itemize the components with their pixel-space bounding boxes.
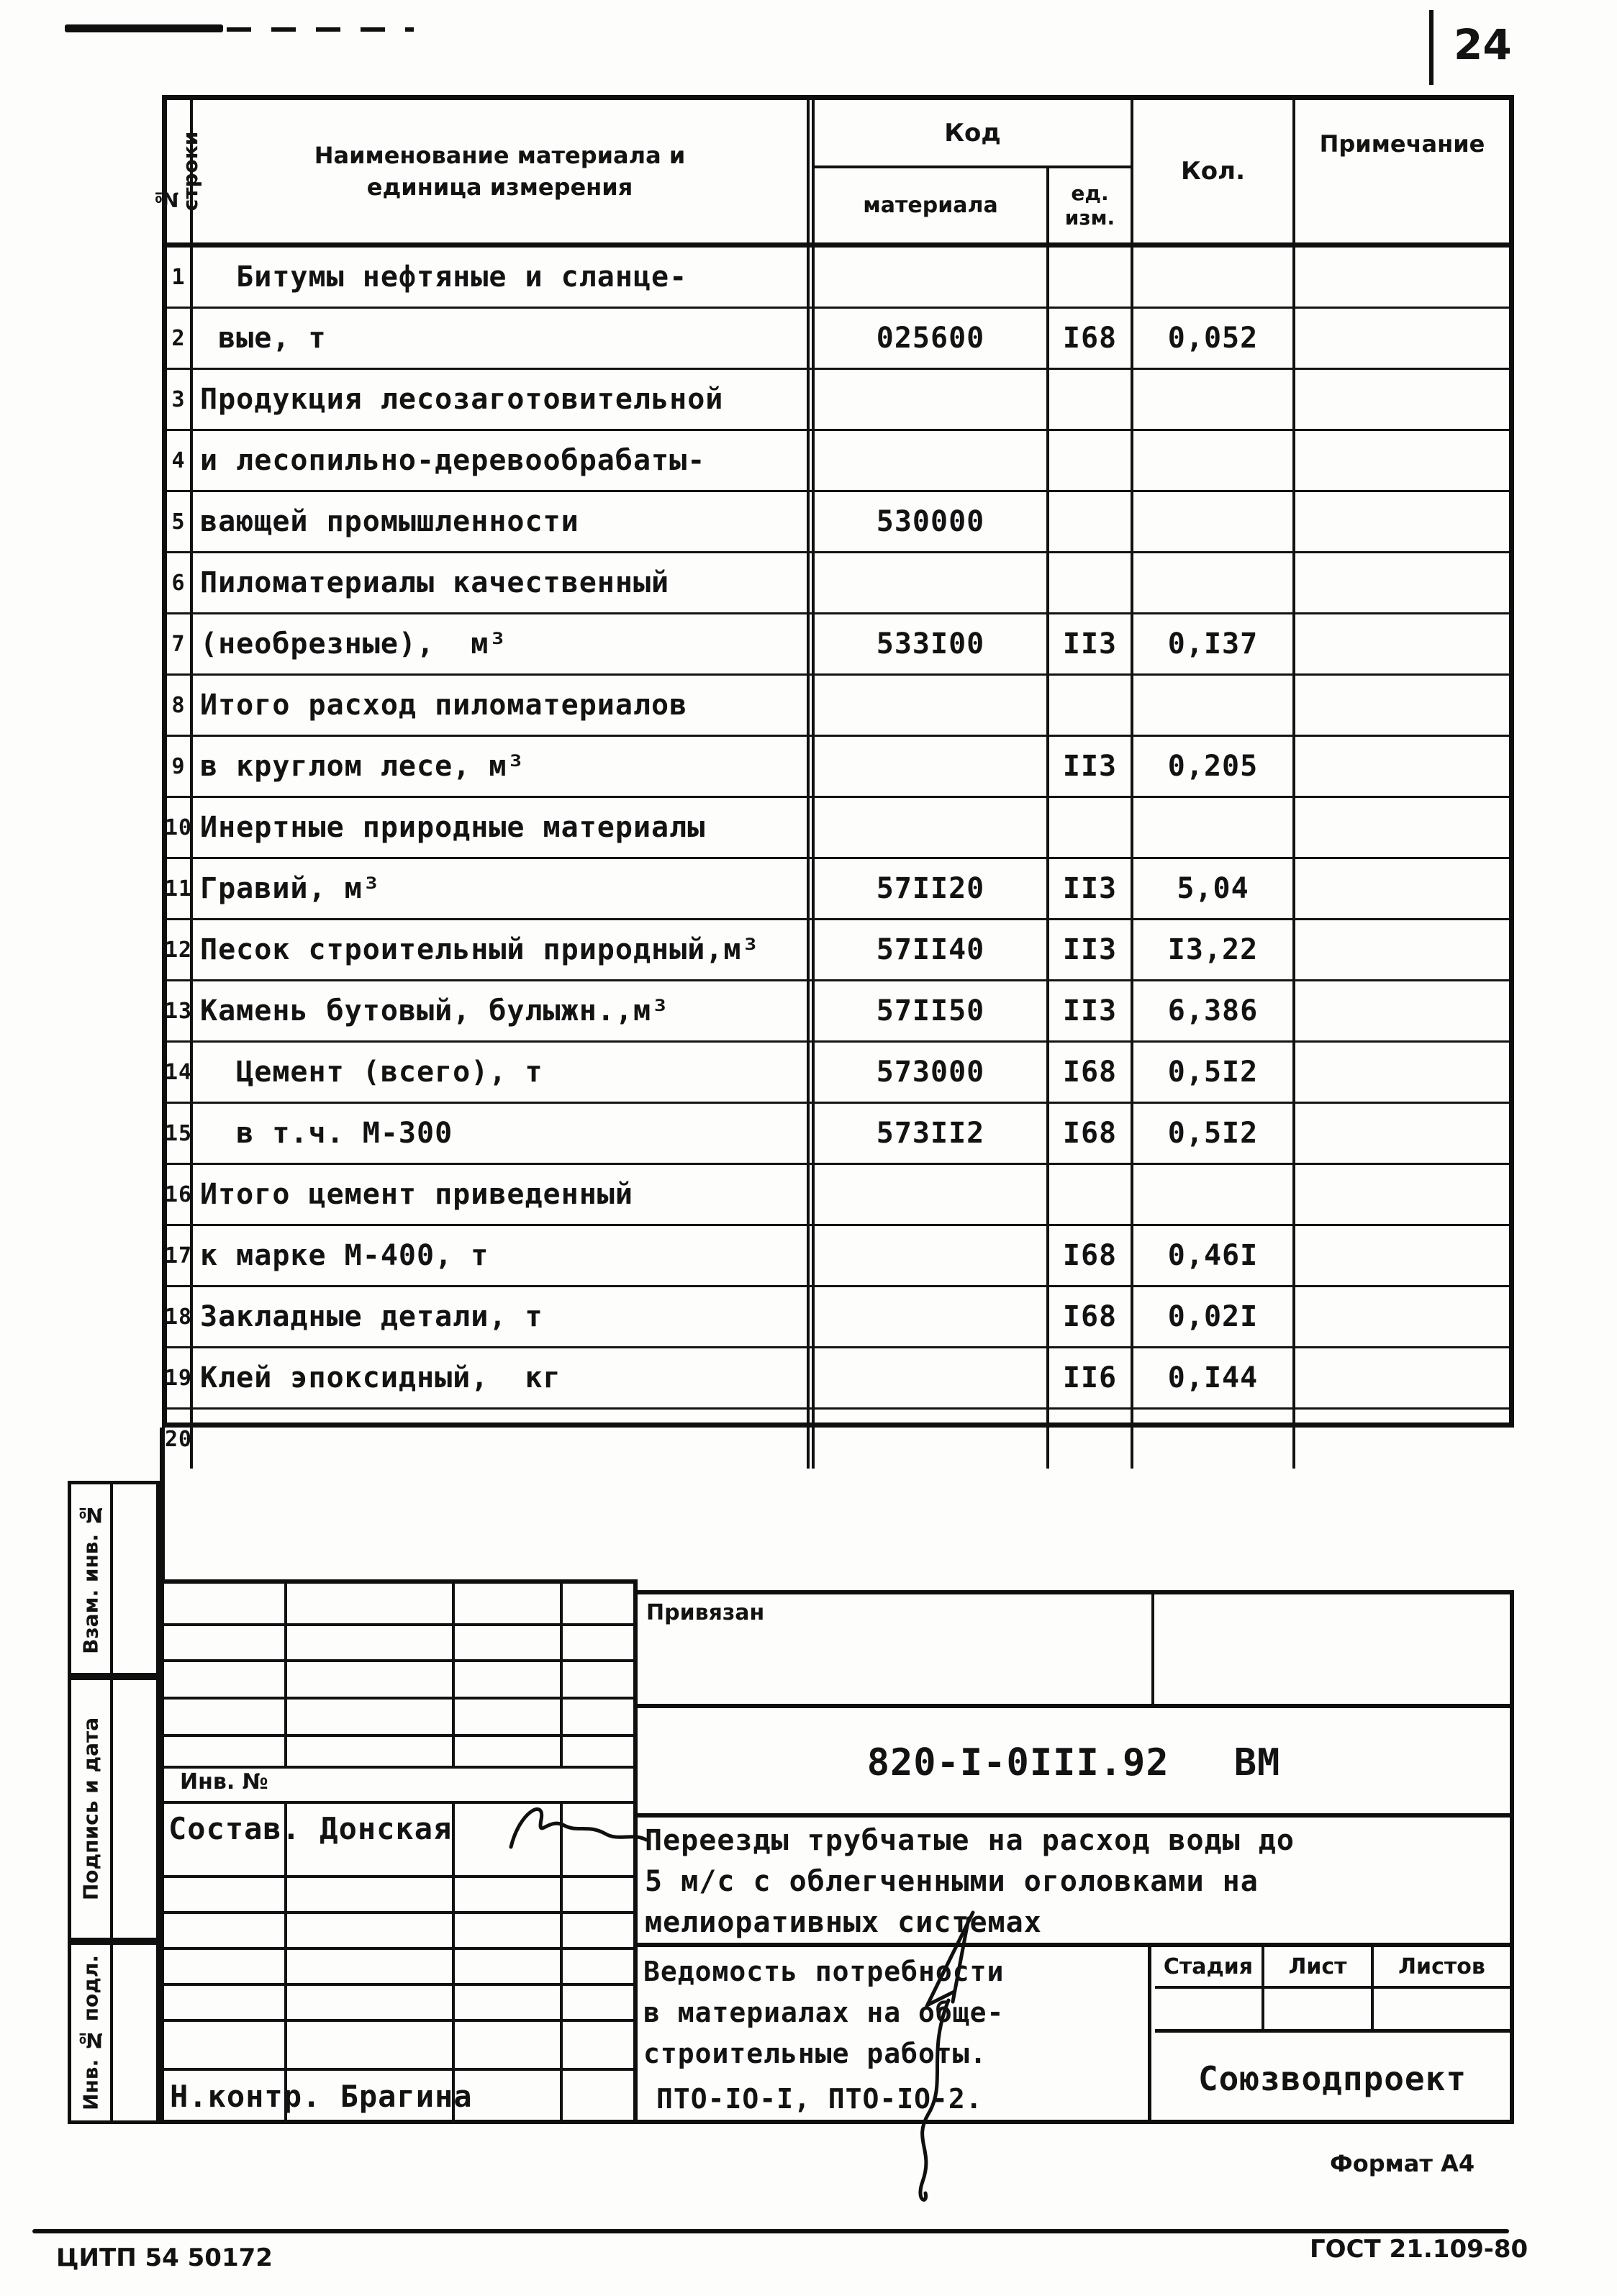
material-code bbox=[815, 737, 1049, 796]
quantity bbox=[1133, 553, 1295, 612]
table-row bbox=[164, 920, 1509, 981]
note-cell bbox=[1295, 553, 1509, 612]
sheet-label: Лист bbox=[1264, 1947, 1374, 1986]
grid-hline bbox=[164, 1911, 633, 1914]
stage-label: Стадия bbox=[1155, 1947, 1264, 1986]
left-border-segment bbox=[160, 1428, 165, 1580]
unit-code bbox=[1049, 248, 1133, 307]
header-quantity: Кол. bbox=[1133, 100, 1295, 242]
unit-code bbox=[1049, 1165, 1133, 1224]
table-row bbox=[164, 798, 1509, 859]
quantity: 0,I37 bbox=[1133, 614, 1295, 673]
material-name: Итого расход пиломатериалов bbox=[193, 676, 815, 735]
quantity bbox=[1133, 370, 1295, 429]
side-label-cell bbox=[71, 1680, 113, 1938]
row-number: 17 bbox=[167, 1226, 193, 1285]
table-row bbox=[167, 492, 1509, 553]
inv-no-label: Инв. № bbox=[180, 1769, 268, 1794]
unit-code: I68 bbox=[1049, 309, 1133, 368]
quantity bbox=[1133, 1410, 1295, 1469]
row-number: 18 bbox=[167, 1287, 193, 1346]
side-label-podpis-data: Подпись и дата bbox=[78, 1717, 103, 1901]
table-row bbox=[167, 553, 1509, 614]
side-label-cell bbox=[71, 1945, 113, 2120]
note-cell bbox=[1295, 676, 1509, 735]
table-row bbox=[164, 1287, 1509, 1348]
row-number: 12 bbox=[167, 920, 193, 979]
table-row bbox=[167, 431, 1509, 492]
material-name: Инертные природные материалы bbox=[193, 798, 815, 857]
grid-vline bbox=[560, 1584, 563, 1766]
material-code bbox=[815, 1410, 1049, 1469]
material-name: Пиломатериалы качественный bbox=[193, 553, 815, 612]
document-title-line: ПТО-IO-I, ПТО-IO-2. bbox=[656, 2083, 983, 2115]
quantity bbox=[1133, 676, 1295, 735]
material-code bbox=[815, 553, 1049, 612]
table-row bbox=[167, 370, 1509, 431]
row-number: 6 bbox=[167, 553, 193, 612]
material-code: 573000 bbox=[815, 1043, 1049, 1102]
stage-value-cell bbox=[1155, 1989, 1264, 2029]
note-cell bbox=[1295, 309, 1509, 368]
quantity: 0,052 bbox=[1133, 309, 1295, 368]
scan-artifact-line bbox=[65, 24, 223, 32]
material-code bbox=[815, 676, 1049, 735]
table-row bbox=[164, 1043, 1509, 1104]
unit-code bbox=[1049, 1410, 1133, 1469]
header-material-name-line1: Наименование материала и bbox=[314, 142, 686, 169]
note-cell bbox=[1295, 492, 1509, 551]
material-code: 025600 bbox=[815, 309, 1049, 368]
grid-hline bbox=[164, 2068, 633, 2071]
material-name: в т.ч. М-300 bbox=[193, 1104, 815, 1163]
grid-hline bbox=[164, 1947, 633, 1950]
material-name bbox=[193, 1410, 815, 1469]
header-row-number bbox=[155, 100, 202, 242]
document-title-line: Ведомость потребности bbox=[643, 1956, 1005, 1987]
grid-vline bbox=[284, 1801, 287, 2120]
note-cell bbox=[1295, 981, 1509, 1040]
grid-hline bbox=[164, 1766, 633, 1769]
table-row bbox=[164, 1226, 1509, 1287]
organization-box: Союзводпроект bbox=[1197, 2059, 1467, 2098]
unit-code bbox=[1049, 492, 1133, 551]
row-number: 13 bbox=[167, 981, 193, 1040]
table-row bbox=[167, 737, 1509, 798]
row-number: 5 bbox=[167, 492, 193, 551]
row-number: 7 bbox=[167, 614, 193, 673]
stage-header-row bbox=[1155, 1947, 1510, 1989]
material-code bbox=[815, 370, 1049, 429]
note-cell bbox=[1295, 1287, 1509, 1346]
page-number: 24 bbox=[1454, 20, 1512, 69]
material-name: Песок строительный природный,м³ bbox=[193, 920, 815, 979]
material-name: Закладные детали, т bbox=[193, 1287, 815, 1346]
footer-rule bbox=[32, 2229, 1509, 2233]
header-code-material: материала bbox=[815, 168, 1049, 242]
footer-left-code: ЦИТП 54 50172 bbox=[56, 2243, 273, 2272]
table-header bbox=[155, 100, 1509, 248]
unit-code: II3 bbox=[1049, 920, 1133, 979]
row-number: 10 bbox=[167, 798, 193, 857]
unit-code bbox=[1049, 676, 1133, 735]
note-cell bbox=[1295, 920, 1509, 979]
table-row bbox=[164, 859, 1509, 920]
grid-vline bbox=[452, 1584, 455, 1766]
unit-code: I68 bbox=[1049, 1043, 1133, 1102]
note-cell bbox=[1295, 1226, 1509, 1285]
material-name: в круглом лесе, м³ bbox=[193, 737, 815, 796]
material-name: вые, т bbox=[193, 309, 815, 368]
material-name: Итого цемент приведенный bbox=[193, 1165, 815, 1224]
project-title-line: Переезды трубчатые на расход воды до bbox=[645, 1824, 1295, 1857]
grid-hline bbox=[164, 1875, 633, 1878]
document-title bbox=[638, 1947, 1151, 2124]
side-label-cell bbox=[71, 1484, 113, 1673]
row-number: 11 bbox=[167, 859, 193, 918]
quantity: 0,5I2 bbox=[1133, 1104, 1295, 1163]
grid-hline bbox=[164, 1983, 633, 1986]
grid-vline bbox=[452, 1801, 455, 2120]
table-row bbox=[164, 1410, 1509, 1469]
row-number: 8 bbox=[167, 676, 193, 735]
material-code bbox=[815, 798, 1049, 857]
title-block-bottom bbox=[638, 1943, 1510, 2124]
stage-values-row bbox=[1155, 1989, 1510, 2033]
material-code bbox=[815, 1226, 1049, 1285]
material-name: Продукция лесозаготовительной bbox=[193, 370, 815, 429]
grid-hline bbox=[164, 1697, 633, 1700]
row-number: 20 bbox=[167, 1410, 193, 1469]
quantity: 5,04 bbox=[1133, 859, 1295, 918]
unit-code: I68 bbox=[1049, 1287, 1133, 1346]
table-row bbox=[167, 309, 1509, 370]
project-title-line: 5 м/с с облегченными оголовками на bbox=[645, 1865, 1259, 1898]
header-unit-line2: изм. bbox=[1064, 205, 1115, 230]
norm-control-entry: Н.контр. Брагина bbox=[170, 2079, 473, 2114]
row-number: 15 bbox=[167, 1104, 193, 1163]
side-empty-cell bbox=[113, 1680, 156, 1938]
note-cell bbox=[1295, 737, 1509, 796]
unit-code: II3 bbox=[1049, 859, 1133, 918]
unit-code bbox=[1049, 798, 1133, 857]
side-box-podpis-data bbox=[68, 1676, 160, 1941]
material-name: вающей промышленности bbox=[193, 492, 815, 551]
row-number: 9 bbox=[167, 737, 193, 796]
page-number-tick bbox=[1429, 10, 1433, 85]
quantity: 6,386 bbox=[1133, 981, 1295, 1040]
quantity: 0,I44 bbox=[1133, 1348, 1295, 1407]
quantity bbox=[1133, 798, 1295, 857]
scan-artifact-dashes bbox=[227, 27, 414, 32]
designation-band bbox=[638, 1704, 1510, 1818]
unit-code: I68 bbox=[1049, 1226, 1133, 1285]
material-name: Камень бутовый, булыжн.,м³ bbox=[193, 981, 815, 1040]
note-cell bbox=[1295, 431, 1509, 490]
material-code bbox=[815, 431, 1049, 490]
unit-code bbox=[1049, 431, 1133, 490]
table-row bbox=[164, 1104, 1509, 1165]
designation-number: 820-I-0III.92 bbox=[866, 1741, 1169, 1784]
header-material-name-line2: единица измерения bbox=[366, 173, 633, 201]
designation-suffix: ВМ bbox=[1233, 1741, 1281, 1784]
material-name: к марке М-400, т bbox=[193, 1226, 815, 1285]
unit-code: II3 bbox=[1049, 614, 1133, 673]
side-box-vzam-inv bbox=[68, 1481, 160, 1676]
row-number: 19 bbox=[167, 1348, 193, 1407]
table-row bbox=[167, 614, 1509, 676]
unit-code: I68 bbox=[1049, 1104, 1133, 1163]
material-code: 530000 bbox=[815, 492, 1049, 551]
material-name: Битумы нефтяные и сланце- bbox=[193, 248, 815, 307]
note-cell bbox=[1295, 1104, 1509, 1163]
project-title bbox=[638, 1813, 1510, 1943]
unit-code bbox=[1049, 370, 1133, 429]
note-cell bbox=[1295, 1410, 1509, 1469]
note-cell bbox=[1295, 1165, 1509, 1224]
material-code: 57II50 bbox=[815, 981, 1049, 1040]
document-title-line: строительные работы. bbox=[643, 2038, 987, 2069]
row-number: 3 bbox=[167, 370, 193, 429]
material-code: 57II20 bbox=[815, 859, 1049, 918]
row-number: 16 bbox=[167, 1165, 193, 1224]
material-code bbox=[815, 248, 1049, 307]
sheets-label: Листов bbox=[1398, 1954, 1485, 1979]
note-cell bbox=[1295, 614, 1509, 673]
material-code: 57II40 bbox=[815, 920, 1049, 979]
unit-code: II6 bbox=[1049, 1348, 1133, 1407]
grid-vline bbox=[284, 1584, 287, 1766]
header-unit-line1: ед. bbox=[1071, 181, 1109, 205]
quantity bbox=[1133, 1165, 1295, 1224]
side-empty-cell bbox=[113, 1484, 156, 1673]
note-cell bbox=[1295, 859, 1509, 918]
quantity: 0,205 bbox=[1133, 737, 1295, 796]
table-body bbox=[164, 248, 1509, 1469]
material-code: 533I00 bbox=[815, 614, 1049, 673]
material-name: Цемент (всего), т bbox=[193, 1043, 815, 1102]
sheets-value-cell bbox=[1374, 1989, 1510, 2029]
material-code bbox=[815, 1165, 1049, 1224]
material-name: (необрезные), м³ bbox=[193, 614, 815, 673]
material-code: 573II2 bbox=[815, 1104, 1049, 1163]
unit-code bbox=[1049, 553, 1133, 612]
header-row-number-label: № строки bbox=[155, 131, 202, 212]
table-row bbox=[164, 981, 1509, 1043]
material-name: и лесопильно-деревообрабаты- bbox=[193, 431, 815, 490]
header-unit bbox=[1049, 168, 1133, 242]
note-cell bbox=[1295, 1348, 1509, 1407]
side-label-inv-podl: Инв. № подл. bbox=[78, 1955, 103, 2110]
table-row bbox=[167, 676, 1509, 737]
grid-hline bbox=[164, 1623, 633, 1626]
side-empty-cell bbox=[113, 1945, 156, 2120]
compiled-by-entry: Состав. Донская bbox=[168, 1811, 453, 1846]
note-cell bbox=[1295, 370, 1509, 429]
quantity: 0,02I bbox=[1133, 1287, 1295, 1346]
row-number: 14 bbox=[167, 1043, 193, 1102]
table-row bbox=[164, 1348, 1509, 1410]
title-block bbox=[633, 1590, 1514, 2124]
quantity bbox=[1133, 492, 1295, 551]
grid-hline bbox=[164, 1734, 633, 1737]
document-title-line: в материалах на обще- bbox=[643, 1997, 1005, 2028]
unit-code: II3 bbox=[1049, 981, 1133, 1040]
row-number: 1 bbox=[167, 248, 193, 307]
header-code-group: Код bbox=[815, 100, 1133, 168]
linked-cell bbox=[638, 1594, 1154, 1704]
note-cell bbox=[1295, 1043, 1509, 1102]
side-box-inv-podl bbox=[68, 1941, 160, 2124]
signature-donskaya bbox=[504, 1795, 655, 1864]
unit-code: II3 bbox=[1049, 737, 1133, 796]
footer-gost: ГОСТ 21.109-80 bbox=[1310, 2235, 1528, 2264]
material-name: Клей эпоксидный, кг bbox=[193, 1348, 815, 1407]
side-label-vzam-inv: Взам. инв. № bbox=[78, 1503, 103, 1654]
table-row bbox=[164, 1165, 1509, 1226]
format-label: Формат А4 bbox=[1330, 2150, 1475, 2177]
quantity: 0,46I bbox=[1133, 1226, 1295, 1285]
note-cell bbox=[1295, 798, 1509, 857]
table-row bbox=[167, 248, 1509, 309]
row-number: 2 bbox=[167, 309, 193, 368]
project-title-line: мелиоративных системах bbox=[645, 1906, 1042, 1939]
grid-hline bbox=[164, 2019, 633, 2022]
material-code bbox=[815, 1287, 1049, 1346]
note-cell bbox=[1295, 248, 1509, 307]
sheet-value-cell bbox=[1264, 1989, 1374, 2029]
quantity bbox=[1133, 248, 1295, 307]
grid-hline bbox=[164, 1659, 633, 1662]
linked-label: Привязан bbox=[646, 1600, 765, 1625]
material-code bbox=[815, 1348, 1049, 1407]
quantity bbox=[1133, 431, 1295, 490]
quantity: 0,5I2 bbox=[1133, 1043, 1295, 1102]
header-material-name bbox=[193, 100, 815, 242]
row-number: 4 bbox=[167, 431, 193, 490]
materials-table bbox=[155, 95, 1514, 1452]
header-note: Примечание bbox=[1319, 130, 1485, 158]
quantity: I3,22 bbox=[1133, 920, 1295, 979]
material-name: Гравий, м³ bbox=[193, 859, 815, 918]
